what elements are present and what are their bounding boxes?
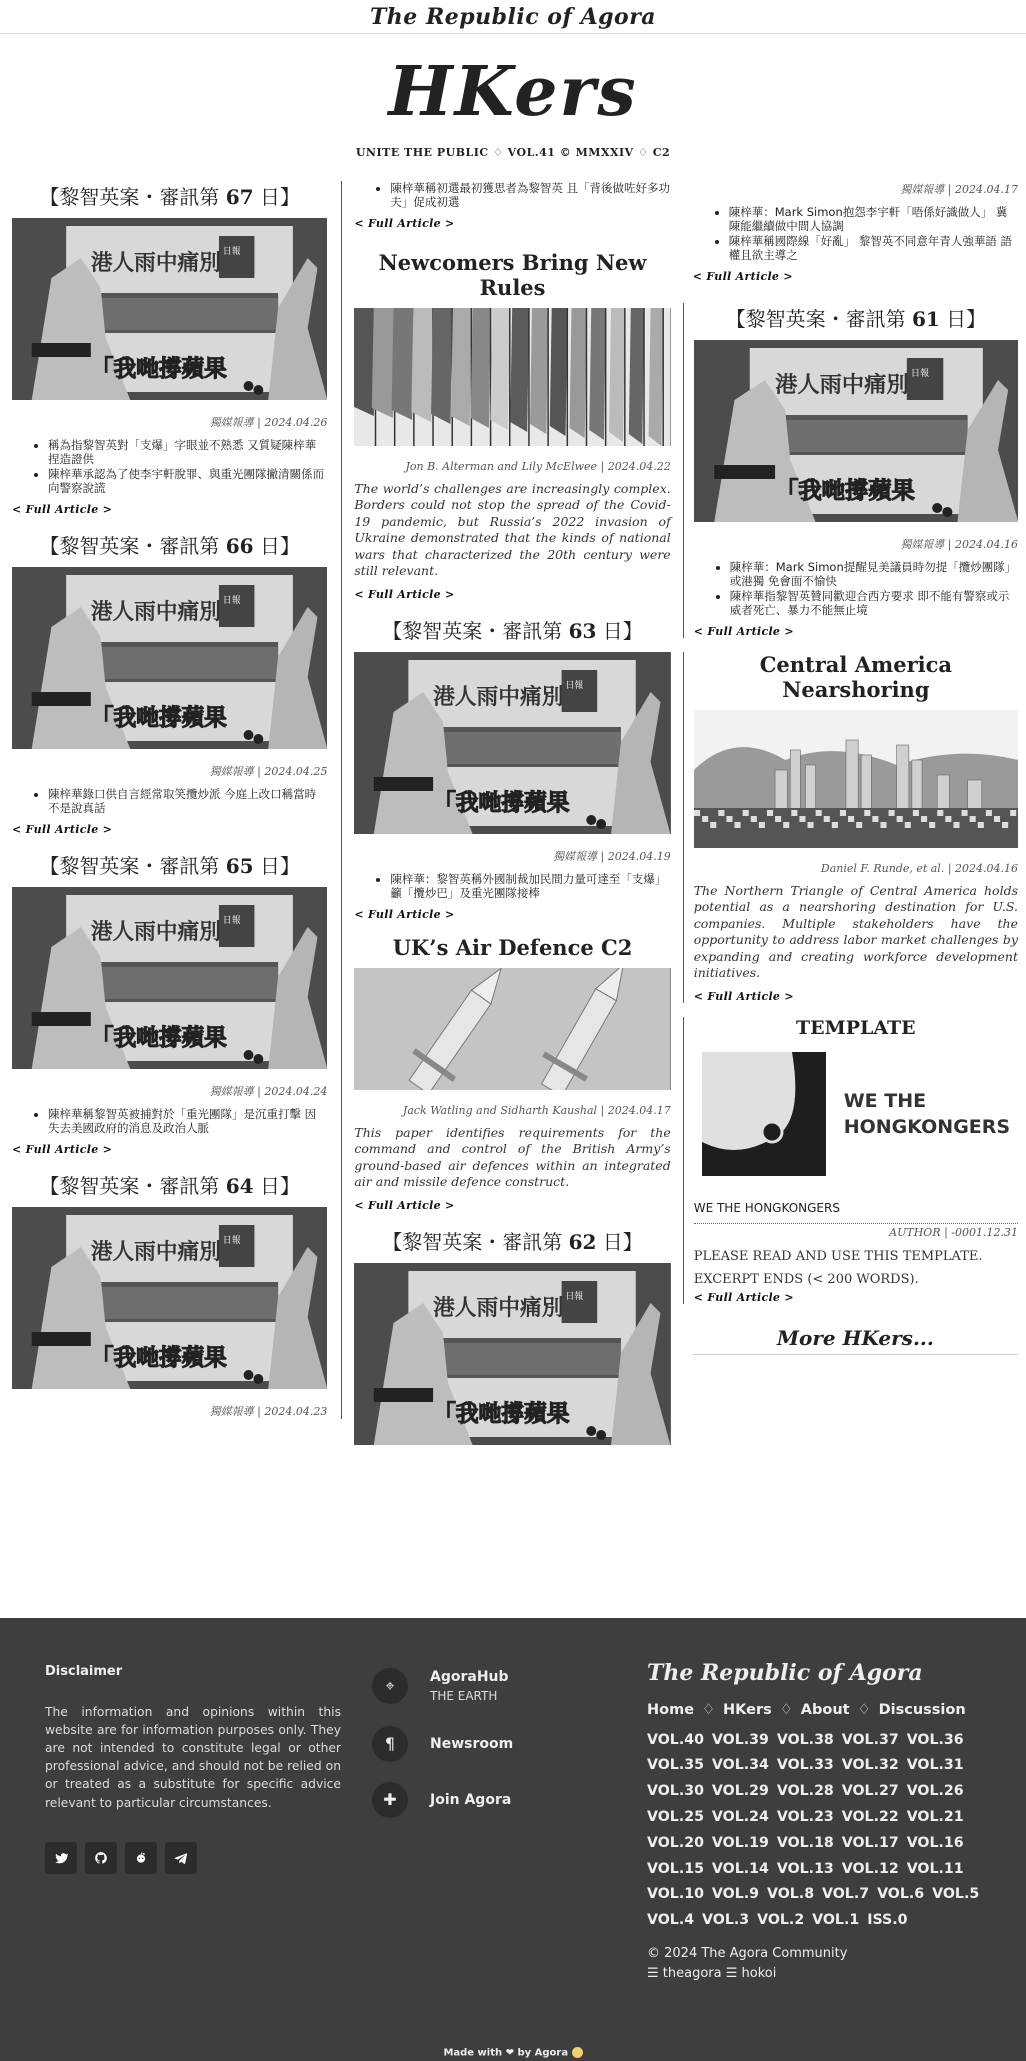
summary-list bbox=[693, 205, 1018, 262]
volume-link[interactable]: VOL.24 bbox=[711, 1808, 769, 1825]
volume-link[interactable]: VOL.28 bbox=[776, 1783, 834, 1800]
photo-headline: 港人雨中痛別 bbox=[774, 371, 909, 398]
volume-link[interactable]: VOL.33 bbox=[776, 1757, 834, 1774]
title-day: 64 bbox=[225, 1173, 254, 1198]
divider bbox=[694, 1223, 1018, 1224]
disclaimer-text: The information and opinions within this website are for information purposes only. They are not intended to constitute legal or other professional advice, and should not be relied on or treated as a substitute for specific advice relevant to particular circumstances. bbox=[45, 1704, 341, 1810]
summary-item: • 陳梓華稱國際線「好亂」 黎智英不同意年青人強華語 語權且欲主導之 bbox=[729, 234, 1018, 262]
social-links bbox=[45, 1842, 341, 1874]
photo-slogan: 「我哋撐蘋果 bbox=[90, 1344, 227, 1371]
title-suffix: 日】 bbox=[596, 1229, 643, 1254]
site-brand[interactable]: The Republic of Agora bbox=[369, 3, 657, 30]
apple-daily-photo bbox=[12, 1207, 327, 1389]
photo-headline: 港人雨中痛別 bbox=[90, 919, 221, 945]
volume-link[interactable]: VOL.26 bbox=[906, 1783, 964, 1800]
article-title[interactable] bbox=[12, 530, 327, 559]
summary-item: • 陳梓華稱初選最初獲思者為黎智英 且「背後做咗好多功夫」促成初選 bbox=[390, 181, 670, 209]
title-prefix: 【黎智英案・審訊第 bbox=[39, 1173, 226, 1198]
volume-link[interactable]: ISS.0 bbox=[867, 1912, 908, 1929]
title-suffix: 日】 bbox=[253, 533, 300, 558]
volume-link[interactable]: VOL.31 bbox=[906, 1757, 964, 1774]
title-prefix: 【黎智英案・審訊第 bbox=[39, 184, 226, 209]
article-card bbox=[12, 181, 327, 516]
full-article-link[interactable]: < Full Article > bbox=[12, 1142, 113, 1156]
title-prefix: 【黎智英案・審訊第 bbox=[39, 533, 226, 558]
city-photo bbox=[694, 710, 1018, 848]
photo-headline: 港人雨中痛別 bbox=[90, 599, 221, 625]
volume-link[interactable]: VOL.5 bbox=[932, 1886, 980, 1903]
volume-link[interactable]: VOL.22 bbox=[841, 1808, 899, 1825]
article-card bbox=[354, 615, 670, 921]
nav-separator: ♢ bbox=[779, 1701, 793, 1718]
template-caption: WE THE HONGKONGERS bbox=[693, 1200, 840, 1215]
disclaimer-title: Disclaimer bbox=[45, 1663, 123, 1679]
article-columns bbox=[0, 159, 1026, 1427]
photo-slogan: 「我哋撐蘋果 bbox=[90, 1024, 227, 1051]
photo-headline: 港人雨中痛別 bbox=[90, 250, 221, 276]
apple-daily-photo bbox=[354, 1263, 670, 1445]
summary-item: • 陳梓華：Mark Simon抱怨李宇軒「唔係好識做人」 冀陳能繼續做中間人協調 bbox=[729, 205, 1018, 233]
volume-link[interactable]: VOL.36 bbox=[906, 1731, 964, 1748]
article-abstract: The Northern Triangle of Central America holds potential as a nearshoring destination for U.S. companies. Multiple stakeholders have the opportunity to address labor market challenges by expanding and creating workforce development initiatives. bbox=[693, 882, 1018, 981]
article-meta: 獨媒報導 | 2024.04.19 bbox=[553, 849, 671, 863]
title-prefix: 【黎智英案・審訊第 bbox=[382, 1229, 569, 1254]
title-suffix: 日】 bbox=[253, 853, 300, 878]
full-article-link[interactable]: < Full Article > bbox=[354, 216, 455, 230]
full-article-link[interactable]: < Full Article > bbox=[692, 269, 793, 283]
article-title[interactable]: Newcomers Bring New Rules bbox=[378, 249, 647, 300]
more-hkers-link[interactable]: More HKers... bbox=[693, 1318, 1018, 1355]
credits[interactable]: ☰ theagora ☰ hokoi bbox=[647, 1965, 777, 1981]
telegram-icon[interactable] bbox=[165, 1842, 197, 1874]
footer-brand[interactable]: The Republic of Agora bbox=[647, 1659, 923, 1686]
summary-list bbox=[12, 1107, 327, 1135]
volume-link[interactable]: VOL.3 bbox=[702, 1912, 750, 1929]
full-article-link[interactable]: < Full Article > bbox=[354, 1198, 455, 1212]
volume-link[interactable]: VOL.35 bbox=[647, 1757, 704, 1774]
title-day: 61 bbox=[911, 306, 940, 331]
volume-link[interactable]: VOL.8 bbox=[766, 1886, 815, 1903]
summary-item: • 陳梓華指黎智英贊同歡迎合西方要求 即不能有警察或示威者死亡、暴力不能無止境 bbox=[730, 589, 1018, 617]
full-article-link[interactable]: < Full Article > bbox=[354, 907, 455, 921]
full-article-link[interactable]: < Full Article > bbox=[693, 624, 794, 638]
footer-link-text bbox=[430, 1669, 509, 1703]
footer-links bbox=[372, 1668, 513, 1838]
footer-nav-hkers[interactable]: HKers bbox=[723, 1701, 772, 1718]
photo-headline: 港人雨中痛別 bbox=[433, 1295, 564, 1321]
volume-link[interactable]: VOL.29 bbox=[711, 1783, 769, 1800]
volume-link[interactable]: VOL.21 bbox=[906, 1808, 964, 1825]
photo-masthead: 日報 bbox=[565, 680, 584, 691]
logo-text-line1: WE THE bbox=[843, 1089, 927, 1112]
full-article-link[interactable]: < Full Article > bbox=[354, 587, 455, 601]
summary-list bbox=[12, 787, 327, 815]
summary-list bbox=[12, 438, 327, 495]
top-bar bbox=[0, 0, 1026, 34]
footer-link-newsroom[interactable] bbox=[372, 1726, 513, 1762]
volume-link[interactable]: VOL.20 bbox=[647, 1834, 704, 1851]
footer-nav-discussion[interactable]: Discussion bbox=[878, 1701, 966, 1718]
full-article-link[interactable]: < Full Article > bbox=[693, 989, 794, 1003]
volume-link[interactable]: VOL.23 bbox=[776, 1808, 834, 1825]
summary-list bbox=[354, 872, 670, 900]
volume-link[interactable]: VOL.17 bbox=[841, 1834, 899, 1851]
title-prefix: 【黎智英案・審訊第 bbox=[382, 618, 569, 643]
summary-list bbox=[354, 181, 670, 209]
volume-link[interactable]: VOL.11 bbox=[906, 1860, 964, 1877]
title-day: 67 bbox=[225, 184, 254, 209]
footer-link-title[interactable]: Newsroom bbox=[430, 1735, 514, 1752]
photo-slogan: 「我哋撐蘋果 bbox=[90, 355, 227, 382]
page-title: HKers bbox=[388, 52, 638, 132]
made-with: Made with ❤ by Agora bbox=[0, 2047, 1026, 2061]
footer-link-join-agora[interactable] bbox=[372, 1782, 513, 1818]
photo-slogan: 「我哋撐蘋果 bbox=[90, 704, 227, 731]
volume-link[interactable]: VOL.7 bbox=[822, 1886, 870, 1903]
volume-link[interactable]: VOL.38 bbox=[776, 1731, 834, 1748]
article-card bbox=[354, 935, 670, 1212]
full-article-link[interactable]: < Full Article > bbox=[693, 1290, 794, 1304]
title-suffix: 日】 bbox=[596, 618, 643, 643]
photo-masthead: 日報 bbox=[222, 246, 241, 257]
template-card bbox=[683, 1017, 1018, 1304]
volume-link[interactable]: VOL.2 bbox=[757, 1912, 805, 1929]
article-title[interactable] bbox=[12, 850, 327, 879]
volume-link[interactable]: VOL.16 bbox=[906, 1834, 964, 1851]
article-title[interactable] bbox=[12, 1170, 327, 1199]
footer-link-title[interactable]: Join Agora bbox=[430, 1791, 512, 1808]
title-day: 63 bbox=[568, 618, 597, 643]
article-card bbox=[683, 652, 1018, 1003]
title-prefix: 【黎智英案・審訊第 bbox=[725, 306, 912, 331]
footer-link-title[interactable]: AgoraHub bbox=[430, 1668, 509, 1685]
photo-slogan: 「我哋撐蘋果 bbox=[774, 477, 915, 504]
apple-daily-photo bbox=[12, 567, 327, 749]
copyright: © 2024 The Agora Community bbox=[647, 1945, 848, 1961]
apple-daily-photo bbox=[694, 340, 1018, 522]
footer-link-text bbox=[430, 1736, 513, 1752]
location-pin-icon: ⌖ bbox=[372, 1668, 408, 1704]
apple-daily-photo bbox=[12, 218, 327, 400]
photo-masthead: 日報 bbox=[222, 915, 241, 926]
template-title[interactable]: TEMPLATE bbox=[796, 1016, 916, 1039]
article-title[interactable] bbox=[354, 615, 670, 644]
summary-item: • 陳梓華承認為了使李宇軒脫罪、與重光團隊撇清關係而向警察說謊 bbox=[48, 467, 327, 495]
title-day: 62 bbox=[568, 1229, 597, 1254]
volume-link[interactable]: VOL.12 bbox=[841, 1860, 899, 1877]
column-middle bbox=[341, 180, 682, 1427]
article-meta: 獨媒報導 | 2024.04.25 bbox=[209, 764, 328, 778]
moon-icon bbox=[572, 2047, 583, 2058]
summary-item: • 稱為指黎智英對「支爆」字眼並不熟悉 又質疑陳梓華捏造證供 bbox=[48, 438, 327, 466]
article-title[interactable] bbox=[694, 303, 1018, 332]
photo-masthead: 日報 bbox=[565, 1291, 584, 1302]
volume-link[interactable]: VOL.9 bbox=[711, 1886, 760, 1903]
summary-item: • 陳梓華：Mark Simon提醒見美議員時勿提「攬炒團隊」或港獨 免會面不愉快 bbox=[730, 560, 1018, 588]
volume-link[interactable]: VOL.19 bbox=[711, 1834, 769, 1851]
template-body-line1: PLEASE READ AND USE THIS TEMPLATE. bbox=[693, 1248, 983, 1264]
article-abstract: The world’s challenges are increasingly complex. Borders could not stop the spread of the Covid-19 pandemic, but Russia’s 2022 invasion of Ukraine demonstrated that the kinds of national wars that characterized the 20th century were still relevant. bbox=[354, 480, 671, 579]
photo-masthead: 日報 bbox=[222, 595, 241, 606]
article-title[interactable]: Central America Nearshoring bbox=[759, 651, 953, 702]
flags-photo bbox=[354, 308, 670, 446]
copyright-block bbox=[647, 1944, 987, 1984]
nav-separator: ♢ bbox=[857, 1701, 871, 1718]
volume-link[interactable]: VOL.40 bbox=[647, 1731, 704, 1748]
column-right bbox=[683, 181, 1018, 1419]
article-card bbox=[354, 1226, 670, 1445]
volume-link[interactable]: VOL.30 bbox=[647, 1783, 704, 1800]
reddit-icon[interactable] bbox=[125, 1842, 157, 1874]
article-card bbox=[12, 850, 327, 1156]
title-day: 65 bbox=[225, 853, 254, 878]
article-meta: 獨媒報導 | 2024.04.17 bbox=[900, 182, 1018, 196]
full-article-link[interactable]: < Full Article > bbox=[12, 822, 113, 836]
photo-slogan: 「我哋撐蘋果 bbox=[433, 789, 570, 816]
footer-nav-about[interactable]: About bbox=[800, 1701, 850, 1718]
full-article-link[interactable]: < Full Article > bbox=[12, 502, 113, 516]
article-meta: 獨媒報導 | 2024.04.24 bbox=[209, 1084, 328, 1098]
article-abstract: This paper identifies requirements for the command and control of the British Army’s ground-based air defences within an integrated air and missile defence construct. bbox=[354, 1124, 671, 1190]
photo-headline: 港人雨中痛別 bbox=[90, 1239, 221, 1265]
title-suffix: 日】 bbox=[939, 306, 987, 331]
title-suffix: 日】 bbox=[253, 184, 300, 209]
volume-link[interactable]: VOL.32 bbox=[841, 1757, 899, 1774]
photo-masthead: 日報 bbox=[222, 1235, 241, 1246]
article-continued bbox=[693, 181, 1018, 283]
template-meta: AUTHOR | -0001.12.31 bbox=[889, 1225, 1018, 1239]
volume-link[interactable]: VOL.34 bbox=[711, 1757, 769, 1774]
footer-link-text bbox=[430, 1792, 511, 1808]
article-card bbox=[12, 1170, 327, 1419]
puzzle-icon: ✚ bbox=[372, 1782, 408, 1818]
article-title[interactable]: UK’s Air Defence C2 bbox=[392, 934, 633, 960]
apple-daily-photo bbox=[354, 652, 670, 834]
article-card bbox=[683, 303, 1018, 638]
volume-link[interactable]: VOL.39 bbox=[711, 1731, 769, 1748]
template-body-line2: EXCERPT ENDS (< 200 WORDS). bbox=[693, 1271, 919, 1287]
volume-link[interactable]: VOL.13 bbox=[776, 1860, 834, 1877]
summary-list bbox=[694, 560, 1018, 617]
volume-links bbox=[647, 1728, 987, 1934]
summary-item: • 陳梓華：黎智英稱外國制裁加民間力量可達至「支爆」 籲「攬炒巴」及重光團隊接棒 bbox=[390, 872, 670, 900]
title-day: 66 bbox=[225, 533, 254, 558]
apple-daily-photo bbox=[12, 887, 327, 1069]
footer bbox=[0, 1618, 1026, 2061]
article-meta: Jack Watling and Sidharth Kaushal | 2024.04.17 bbox=[402, 1103, 671, 1117]
article-meta: Jon B. Alterman and Lily McElwee | 2024.04.22 bbox=[405, 459, 671, 473]
volume-link[interactable]: VOL.4 bbox=[647, 1912, 695, 1929]
nav-separator: ♢ bbox=[702, 1701, 716, 1718]
pilcrow-icon: ¶ bbox=[372, 1726, 408, 1762]
article-continued bbox=[354, 181, 670, 230]
article-card bbox=[12, 530, 327, 836]
article-meta: 獨媒報導 | 2024.04.26 bbox=[209, 415, 328, 429]
we-the-hongkongers-logo bbox=[694, 1049, 1018, 1179]
article-meta: Daniel F. Runde, et al. | 2024.04.16 bbox=[820, 861, 1018, 875]
footer-nav-home[interactable]: Home bbox=[647, 1701, 695, 1718]
volume-link[interactable]: VOL.14 bbox=[711, 1860, 769, 1877]
article-title[interactable] bbox=[12, 181, 327, 210]
title-prefix: 【黎智英案・審訊第 bbox=[39, 853, 226, 878]
footer-link-subtitle: THE EARTH bbox=[430, 1688, 498, 1703]
article-meta: 獨媒報導 | 2024.04.16 bbox=[900, 537, 1018, 551]
volume-link[interactable]: VOL.37 bbox=[841, 1731, 899, 1748]
footer-main-nav bbox=[647, 1702, 987, 1718]
twitter-icon[interactable] bbox=[45, 1842, 77, 1874]
photo-headline: 港人雨中痛別 bbox=[433, 684, 564, 710]
article-meta: 獨媒報導 | 2024.04.23 bbox=[209, 1404, 328, 1418]
volume-link[interactable]: VOL.15 bbox=[647, 1860, 704, 1877]
photo-slogan: 「我哋撐蘋果 bbox=[433, 1400, 570, 1427]
footer-link-agorahub[interactable] bbox=[372, 1668, 513, 1704]
logo-text-line2: HONGKONGERS bbox=[843, 1115, 1011, 1138]
masthead-subtitle: UNITE THE PUBLIC ♢ VOL.41 © MMXXIV ♢ C2 bbox=[355, 145, 671, 159]
article-card bbox=[354, 250, 670, 601]
column-left bbox=[12, 181, 341, 1419]
footer-disclaimer bbox=[45, 1664, 341, 1874]
photo-masthead: 日報 bbox=[910, 368, 929, 379]
volume-link[interactable]: VOL.6 bbox=[877, 1886, 925, 1903]
summary-item: • 陳梓華錄口供自言經常取笑攬炒派 今庭上改口稱當時不是說真話 bbox=[48, 787, 327, 815]
volume-link[interactable]: VOL.18 bbox=[776, 1834, 834, 1851]
summary-item: • 陳梓華稱黎智英被捕對於「重光團隊」是沉重打擊 因失去美國政府的消息及政治人脈 bbox=[48, 1107, 327, 1135]
volume-link[interactable]: VOL.27 bbox=[841, 1783, 899, 1800]
article-title[interactable] bbox=[354, 1226, 670, 1255]
missiles-photo bbox=[354, 968, 670, 1090]
github-icon[interactable] bbox=[85, 1842, 117, 1874]
volume-link[interactable]: VOL.25 bbox=[647, 1808, 704, 1825]
footer-nav bbox=[647, 1660, 987, 1984]
title-suffix: 日】 bbox=[253, 1173, 300, 1198]
volume-link[interactable]: VOL.1 bbox=[812, 1912, 860, 1929]
volume-link[interactable]: VOL.10 bbox=[647, 1886, 704, 1903]
masthead bbox=[0, 34, 1026, 159]
